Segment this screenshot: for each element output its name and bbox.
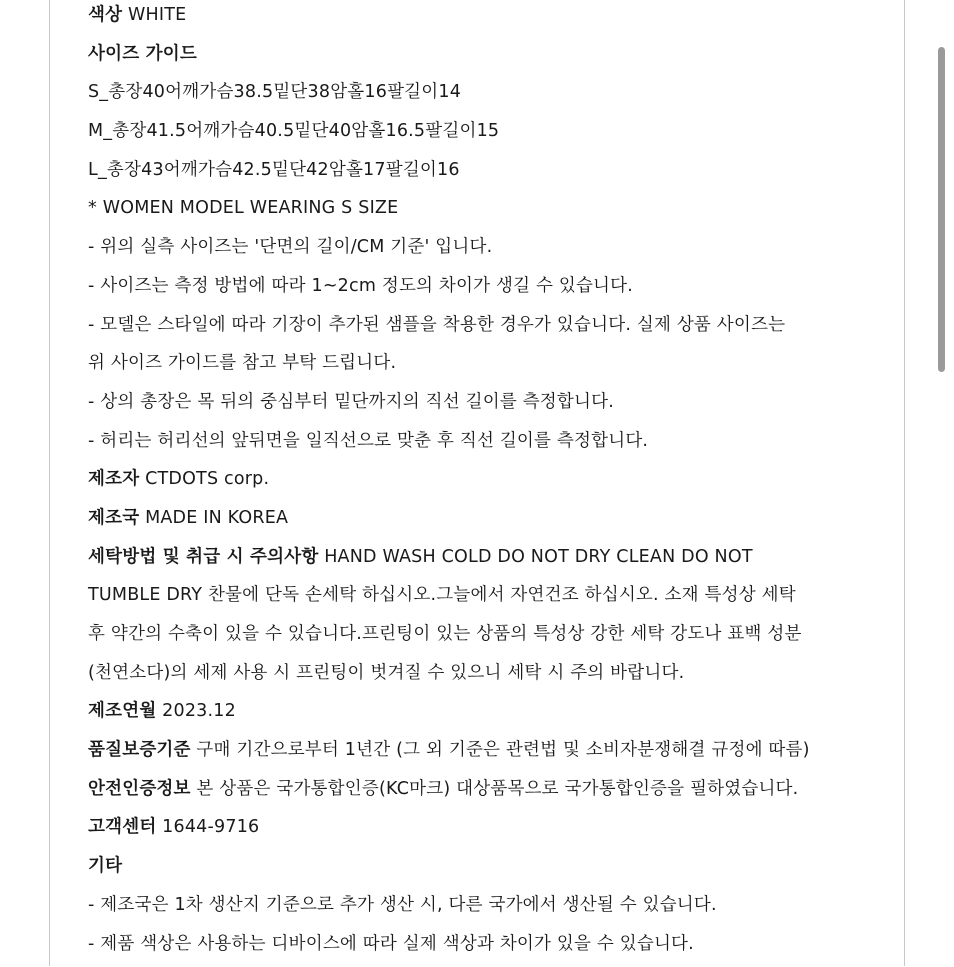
- info-line-size-note-1: - 위의 실측 사이즈는 '단면의 길이/CM 기준' 입니다.: [88, 232, 888, 271]
- info-line-washing-cont-3: (천연소다)의 세제 사용 시 프린팅이 벗겨질 수 있으니 세탁 시 주의 바랍니다.: [88, 658, 888, 697]
- info-line-size-l: L_총장43어깨가슴42.5밑단42암홀17팔길이16: [88, 155, 888, 194]
- product-info-text: [88, 0, 888, 967]
- info-line-safety-cert: 안전인증정보 본 상품은 국가통합인증(KC마크) 대상품목으로 국가통합인증을 필하였습니다.: [88, 774, 888, 813]
- info-line-color: 색상 WHITE: [88, 0, 888, 39]
- info-line-country: 제조국 MADE IN KOREA: [88, 503, 888, 542]
- info-line-size-note-3: - 모델은 스타일에 따라 기장이 추가된 샘플을 착용한 경우가 있습니다. 실제 상품 사이즈는: [88, 310, 888, 349]
- info-line-customer-center: 고객센터 1644-9716: [88, 812, 888, 851]
- info-line-washing: 세탁방법 및 취급 시 주의사항 HAND WASH COLD DO NOT DRY CLEAN DO NOT: [88, 542, 888, 581]
- info-line-etc-note-2: - 제품 색상은 사용하는 디바이스에 따라 실제 색상과 차이가 있을 수 있습니다.: [88, 929, 888, 967]
- info-line-washing-cont-1: TUMBLE DRY 찬물에 단독 손세탁 하십시오.그늘에서 자연건조 하십시오. 소재 특성상 세탁: [88, 580, 888, 619]
- info-line-size-note-5: - 허리는 허리선의 앞뒤면을 일직선으로 맞춘 후 직선 길이를 측정합니다.: [88, 426, 888, 465]
- info-line-size-m: M_총장41.5어깨가슴40.5밑단40암홀16.5팔길이15: [88, 116, 888, 155]
- info-line-etc: 기타: [88, 851, 888, 890]
- vertical-scrollbar[interactable]: [938, 47, 945, 372]
- info-line-washing-cont-2: 후 약간의 수축이 있을 수 있습니다.프린팅이 있는 상품의 특성상 강한 세탁 강도나 표백 성분: [88, 619, 888, 658]
- info-line-size-note-4: - 상의 총장은 목 뒤의 중심부터 밑단까지의 직선 길이를 측정합니다.: [88, 387, 888, 426]
- info-line-manufacturer: 제조자 CTDOTS corp.: [88, 464, 888, 503]
- info-line-size-note-2: - 사이즈는 측정 방법에 따라 1~2cm 정도의 차이가 생길 수 있습니다.: [88, 271, 888, 310]
- info-line-manufacture-date: 제조연월 2023.12: [88, 696, 888, 735]
- info-line-size-guide: 사이즈 가이드: [88, 39, 888, 78]
- info-line-etc-note-1: - 제조국은 1차 생산지 기준으로 추가 생산 시, 다른 국가에서 생산될 수 있습니다.: [88, 890, 888, 929]
- info-line-warranty: 품질보증기준 구매 기간으로부터 1년간 (그 외 기준은 관련법 및 소비자분쟁해결 규정에 따름): [88, 735, 888, 774]
- info-line-model-note: * WOMEN MODEL WEARING S SIZE: [88, 193, 888, 232]
- info-line-size-note-3-cont: 위 사이즈 가이드를 참고 부탁 드립니다.: [88, 348, 888, 387]
- info-line-size-s: S_총장40어깨가슴38.5밑단38암홀16팔길이14: [88, 77, 888, 116]
